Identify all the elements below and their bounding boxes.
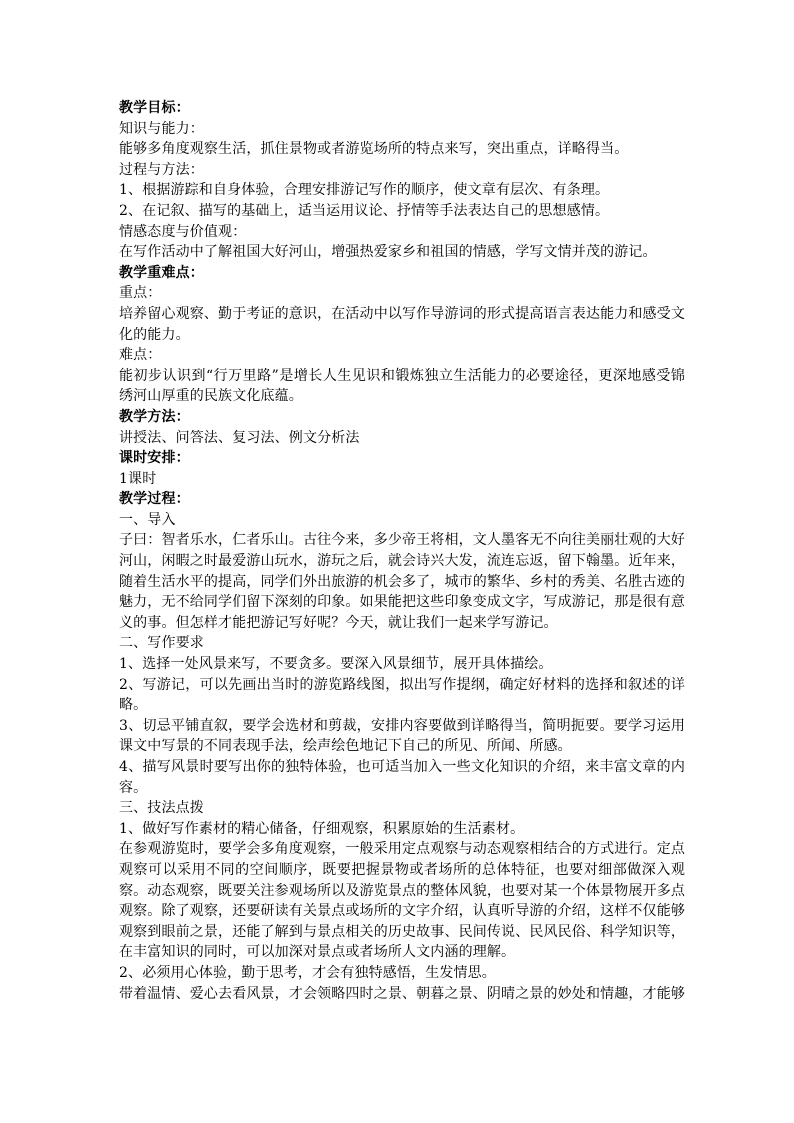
difficulty-label: 难点： — [119, 347, 162, 364]
difficulty-text: 能初步认识到“行万里路”是增长人生见识和锻炼独立生活能力的必要途径，更深地感受锦绣河山厚重的民族文化底蕴。 — [119, 367, 685, 405]
emotion-label: 情感态度与价值观： — [119, 223, 247, 240]
methods-heading: 教学方法： — [119, 408, 190, 425]
knowledge-text: 能够多角度观察生活，抓住景物或者游览场所的特点来写，突出重点，详略得当。 — [119, 141, 629, 158]
section3-title: 三、技法点拨 — [119, 800, 204, 817]
section1-title: 一、导入 — [119, 511, 176, 528]
knowledge-label: 知识与能力： — [119, 120, 204, 137]
key-points-heading: 教学重难点： — [119, 264, 204, 281]
section1-text: 子曰：智者乐水，仁者乐山。古往今来，多少帝王将相，文人墨客无不向往美丽壮观的大好河山，闲暇之时最爱游山玩水，游玩之后，就会诗兴大发，流连忘返，留下翰墨。近年来，随着生活水平的提高，同学们外出旅游的机会多了，城市的繁华、乡村的秀美、名胜古迹的魅力，无不给同学们留下深刻的印象。如果能把这些印象变成文字，写成游记，那是很有意义的事。但怎样才能把游记写好呢？今天，就让我们一起来学写游记。 — [119, 532, 685, 631]
key-text: 培养留心观察、勤于考证的意识，在活动中以写作导游词的形式提高语言表达能力和感受文化的能力。 — [119, 305, 685, 343]
section3-sub2: 2、必须用心体验，勤于思考，才会有独特感悟，生发情思。 — [119, 964, 496, 981]
section2-item: 3、切忌平铺直叙，要学会选材和剪裁，安排内容要做到详略得当，简明扼要。要学习运用课文中写景的不同表现手法，绘声绘色地记下自己的所见、所闻、所感。 — [119, 717, 685, 755]
section2-item: 2、写游记，可以先画出当时的游览路线图，拟出写作提纲，确定好材料的选择和叙述的详略。 — [119, 676, 685, 714]
section3-sub1: 1、做好写作素材的精心储备，仔细观察，积累原始的生活素材。 — [119, 820, 525, 837]
process-item: 2、在记叙、描写的基础上，适当运用议论、抒情等手法表达自己的思想感情。 — [119, 202, 610, 219]
section2-item: 4、描写风景时要写出你的独特体验，也可适当加入一些文化知识的介绍，来丰富文章的内容。 — [119, 759, 685, 796]
document-page — [119, 98, 685, 1004]
section2-item: 1、选择一处风景来写，不要贪多。要深入风景细节，展开具体描绘。 — [119, 656, 553, 673]
process-item: 1、根据游踪和自身体验，合理安排游记写作的顺序，使文章有层次、有条理。 — [119, 182, 610, 199]
process-heading: 教学过程： — [119, 491, 190, 508]
section3-sub2-text: 带着温情、爱心去看风景，才会领略四时之景、朝暮之景、阴晴之景的妙处和情趣，才能够 — [119, 985, 685, 1002]
emotion-text: 在写作活动中了解祖国大好河山，增强热爱家乡和祖国的情感，学写文情并茂的游记。 — [119, 244, 657, 261]
process-label: 过程与方法： — [119, 161, 204, 178]
objectives-heading: 教学目标： — [119, 100, 190, 116]
section3-sub1-text: 在参观游览时，要学会多角度观察，一般采用定点观察与动态观察相结合的方式进行。定点观察可以采用不同的空间顺序，既要把握景物或者场所的总体特征，也要对细部做深入观察。动态观察，既要关注参观场所以及游览景点的整体风貌，也要对某一个体景物展开多点观察。除了观察，还要研读有关景点或场所的文字介绍，认真听导游的介绍，这样不仅能够观察到眼前之景，还能了解到与景点相关的历史故事、民间传说、民风民俗、科学知识等，在丰富知识的同时，可以加深对景点或者场所人文内涵的理解。 — [119, 841, 685, 961]
methods-text: 讲授法、问答法、复习法、例文分析法 — [119, 429, 360, 446]
schedule-heading: 课时安排： — [119, 450, 190, 467]
section2-title: 二、写作要求 — [119, 635, 204, 652]
schedule-text: 1课时 — [119, 470, 157, 487]
key-label: 重点： — [119, 285, 162, 302]
